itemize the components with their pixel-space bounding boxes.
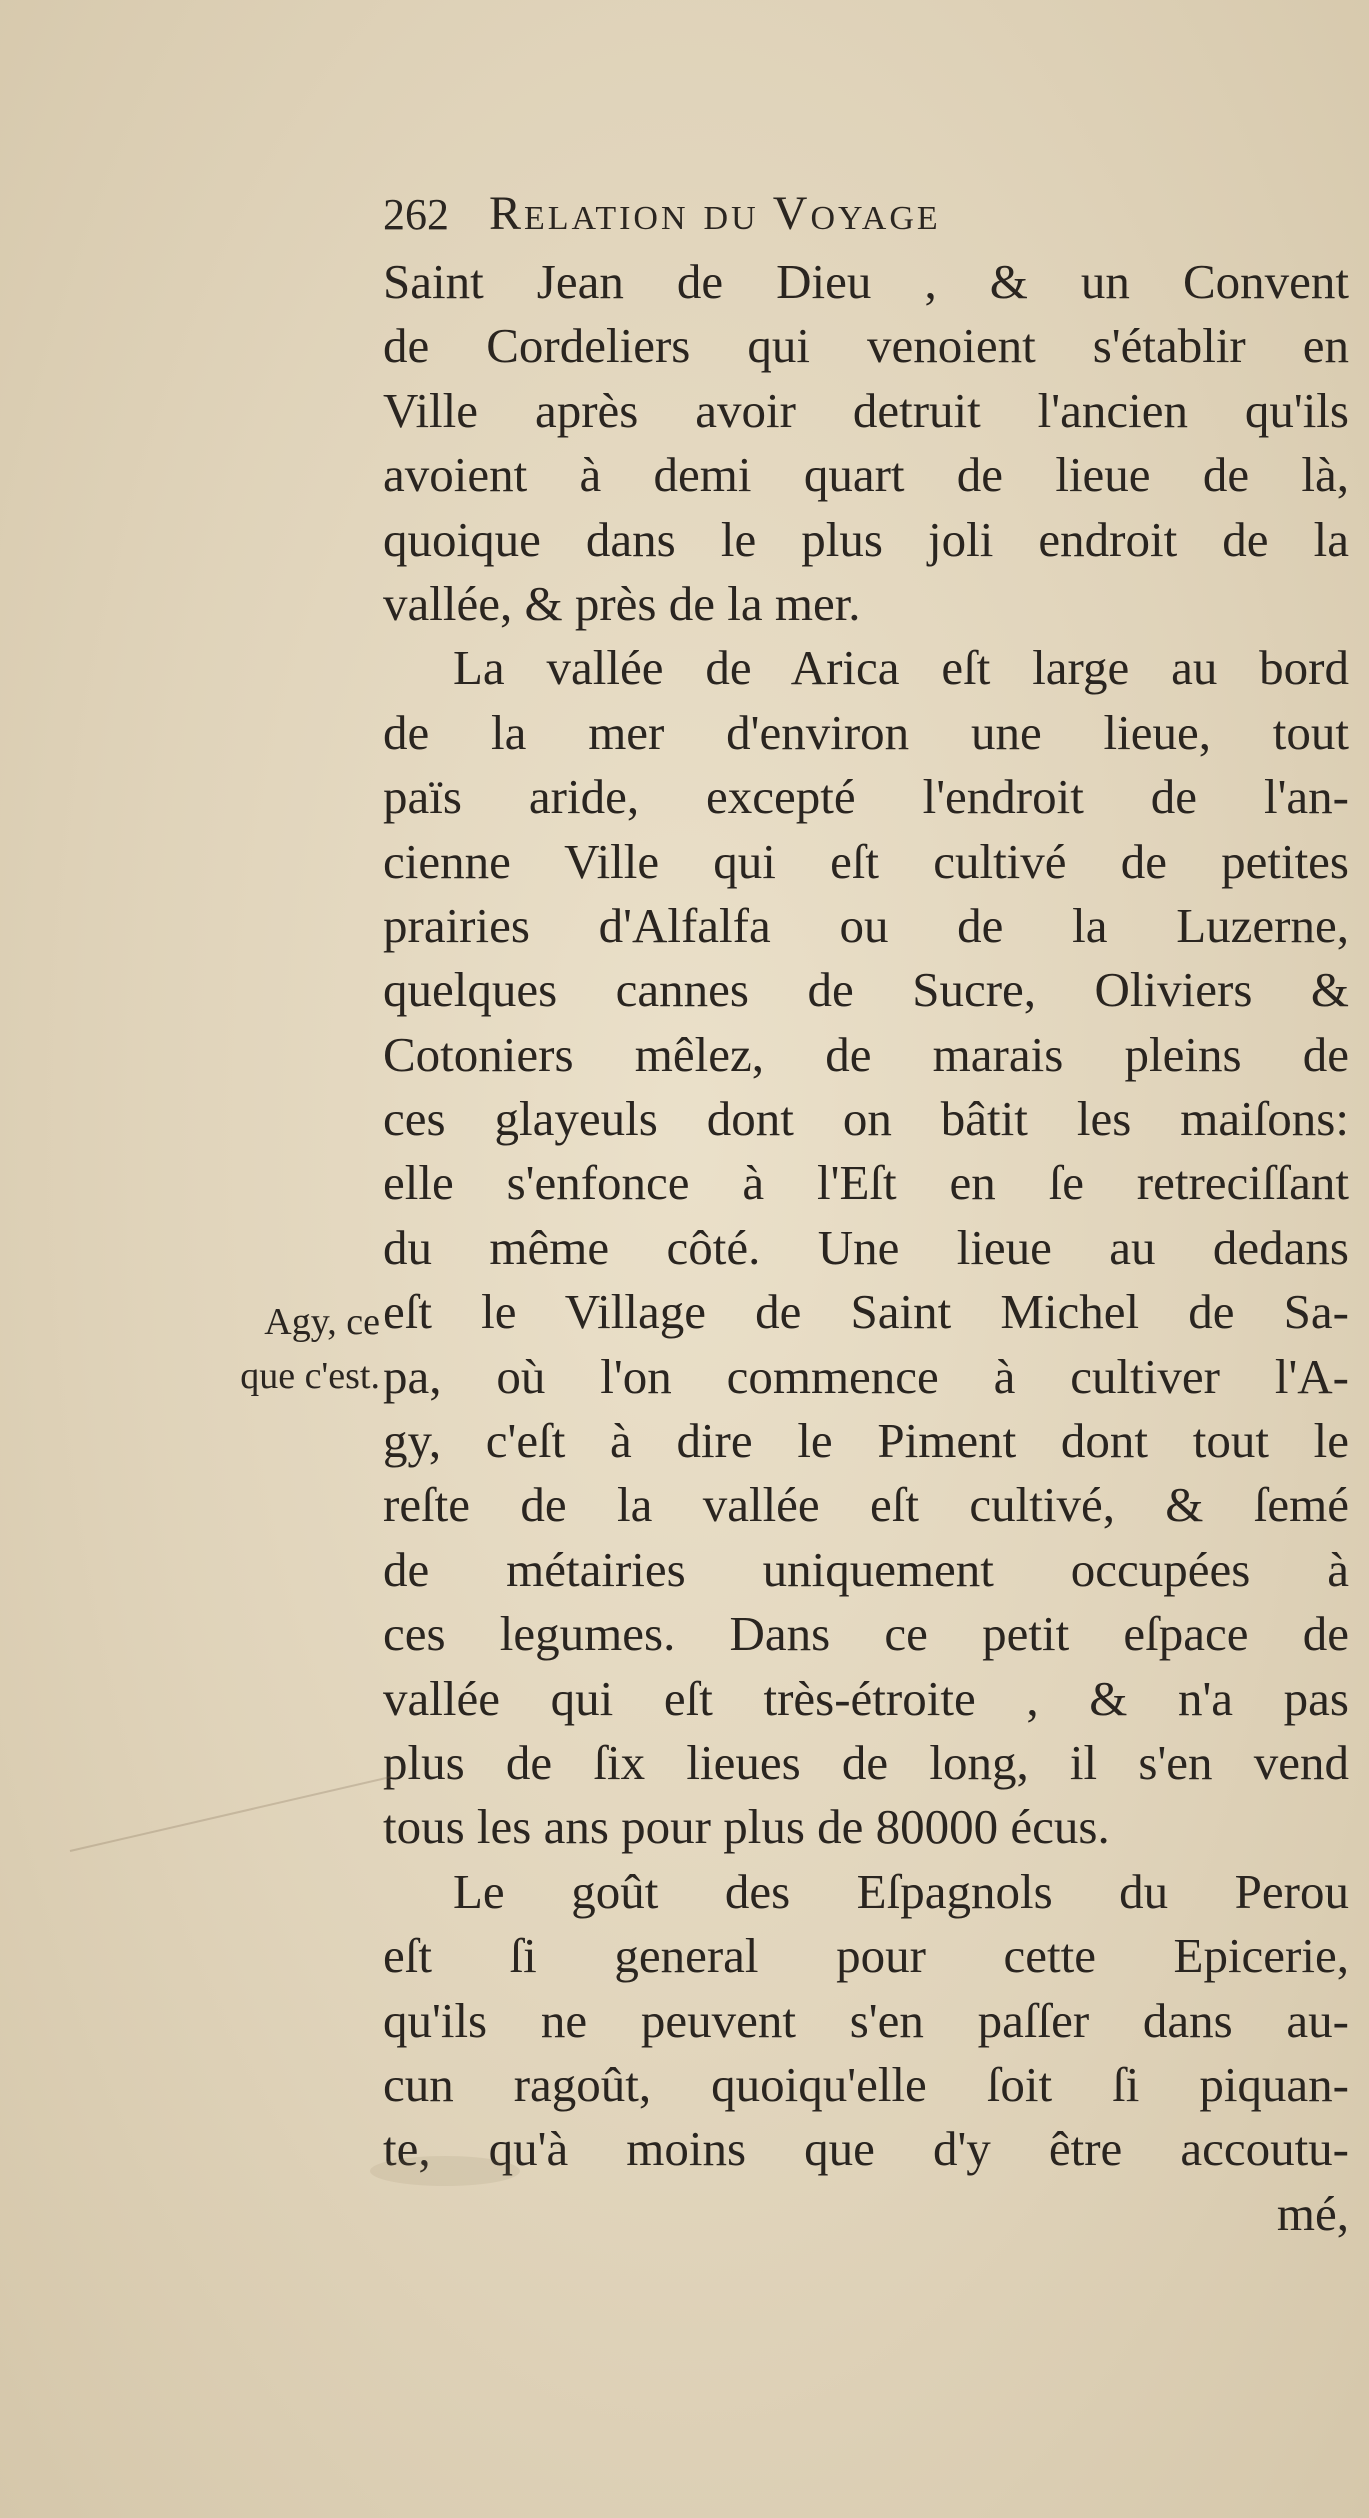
text-line: elle s'enfonce à l'Eſt en ſe retreciſſant — [383, 1155, 1349, 1211]
text-line: ces legumes. Dans ce petit eſpace de — [383, 1606, 1349, 1662]
page-number: 262 — [383, 190, 449, 239]
text-line: eſt ſi general pour cette Epicerie, — [383, 1928, 1349, 1984]
text-line: cun ragoût, quoiqu'elle ſoit ſi piquan- — [383, 2056, 1349, 2112]
text-line: quelques cannes de Sucre, Oliviers & — [383, 962, 1349, 1018]
text-line: Le goût des Eſpagnols du Perou — [453, 1863, 1349, 1919]
text-line: Saint Jean de Dieu , & un Convent — [383, 254, 1349, 309]
margin-note-line: Agy, ce — [264, 1301, 380, 1343]
page-header — [383, 186, 941, 242]
text-line: de Cordeliers qui venoient s'établir en — [383, 318, 1349, 374]
text-line: de métairies uniquement occupées à — [383, 1541, 1349, 1597]
text-line: tous les ans pour plus de 80000 écus. — [383, 1799, 1110, 1855]
text-line: Ville après avoir detruit l'ancien qu'ils — [383, 382, 1349, 438]
text-line: pa, où l'on commence à cultiver l'A- — [383, 1348, 1349, 1404]
text-line: reſte de la vallée eſt cultivé, & ſemé — [383, 1477, 1349, 1533]
text-line: du même côté. Une lieue au dedans — [383, 1219, 1349, 1275]
text-line: La vallée de Arica eſt large au bord — [453, 640, 1349, 696]
margin-note-line: que c'est. — [240, 1355, 380, 1397]
text-line: eſt le Village de Saint Michel de Sa- — [383, 1284, 1349, 1340]
catchword: mé, — [1276, 2185, 1349, 2241]
text-line: prairies d'Alfalfa ou de la Luzerne, — [383, 897, 1349, 953]
text-line: de la mer d'environ une lieue, tout — [383, 704, 1349, 760]
text-line: qu'ils ne peuvent s'en paſſer dans au- — [383, 1992, 1349, 2048]
text-line: Cotoniers mêlez, de marais pleins de — [383, 1026, 1349, 1082]
text-line: païs aride, excepté l'endroit de l'an- — [383, 769, 1349, 825]
text-line: quoique dans le plus joli endroit de la — [383, 511, 1349, 567]
text-line: te, qu'à moins que d'y être accoutu- — [383, 2121, 1349, 2177]
paper-smudge — [370, 2156, 520, 2186]
text-line: plus de ſix lieues de long, il s'en vend — [383, 1734, 1349, 1790]
body-text — [383, 250, 1349, 2246]
paper-crease — [70, 1776, 392, 1852]
running-head: Relation du Voyage — [489, 187, 941, 240]
text-line: vallée qui eſt très-étroite , & n'a pas — [383, 1670, 1349, 1726]
text-line: cienne Ville qui eſt cultivé de petites — [383, 833, 1349, 889]
text-line: vallée, & près de la mer. — [383, 575, 861, 631]
text-line: gy, c'eſt à dire le Piment dont tout le — [383, 1413, 1349, 1469]
text-line: avoient à demi quart de lieue de là, — [383, 447, 1349, 503]
text-line: ces glayeuls dont on bâtit les maiſons: — [383, 1091, 1349, 1147]
margin-note — [180, 1295, 380, 1403]
